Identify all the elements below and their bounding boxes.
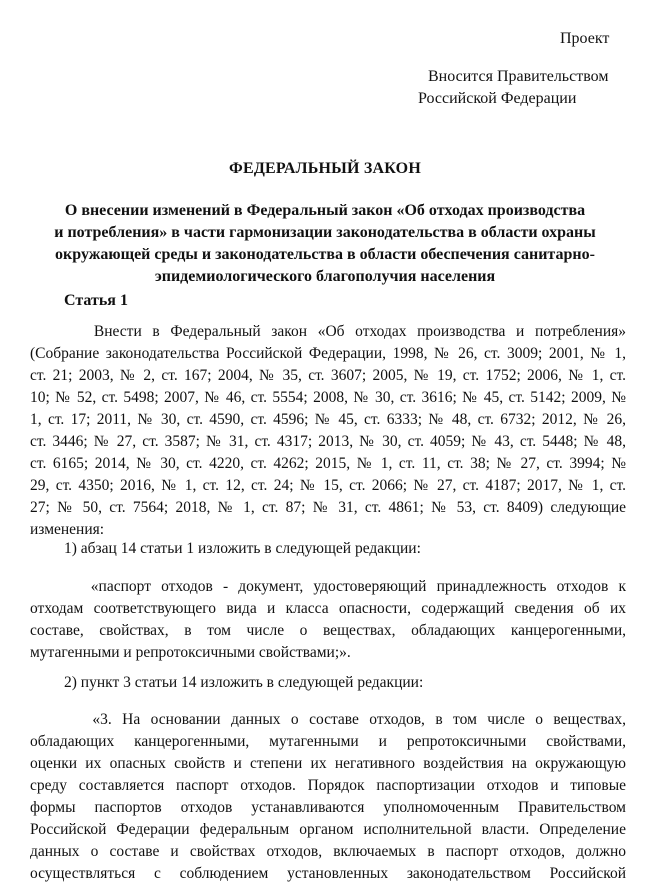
quoted-definition-paragraph	[30, 576, 626, 664]
paragraph-line: отходам соответствующего вида и класса опасности, содержащий сведения об их	[30, 600, 626, 617]
intro-paragraph	[30, 321, 626, 541]
paragraph-line: Внести в Федеральный закон «Об отходах производства и потребления»	[30, 323, 626, 340]
document-title	[34, 200, 616, 288]
paragraph-line: «3. На основании данных о составе отходов, в том числе о веществах,	[30, 711, 626, 728]
document-type-heading: ФЕДЕРАЛЬНЫЙ ЗАКОН	[229, 160, 421, 177]
paragraph-line: 10; № 52, ст. 5498; 2007, № 46, ст. 5554; 2008, № 30, ст. 3616; № 45, ст. 5142; 2009, №	[30, 389, 626, 406]
paragraph-line: (Собрание законодательства Российской Федерации, 1998, № 26, ст. 3009; 2001, № 1,	[30, 345, 626, 362]
amendment-item-1: 1) абзац 14 статьи 1 изложить в следующей редакции:	[64, 540, 421, 557]
paragraph-line: ст. 21; 2003, № 2, ст. 167; 2004, № 35, ст. 3607; 2005, № 19, ст. 1752; 2006, № 1, ст.	[30, 367, 626, 384]
paragraph-line: обладающих канцерогенными, мутагенными и репротоксичными свойствами,	[30, 733, 626, 750]
submitted-by-line-1: Вносится Правительством	[428, 68, 609, 85]
paragraph-line: 1, ст. 17; 2011, № 30, ст. 4590, ст. 4596; № 45, ст. 6333; № 48, ст. 6732; 2012, № 26,	[30, 411, 626, 428]
paragraph-line: среду составляется паспорт отходов. Порядок паспортизации отходов и типовые	[30, 777, 626, 794]
paragraph-line: ст. 3446; № 27, ст. 3587; № 31, ст. 4317; 2013, № 30, ст. 4059; № 43, ст. 5448; № 48,	[30, 433, 626, 450]
paragraph-line: мутагенными и репротоксичными свойствами;».	[30, 644, 351, 661]
paragraph-line: оценки их опасных свойств и степени их негативного воздействия на окружающую	[30, 755, 626, 772]
title-line: эпидемиологического благополучия населения	[154, 268, 496, 285]
paragraph-line: данных о составе и свойствах отходов, включаемых в паспорт отходов, должно	[30, 843, 626, 860]
title-line: окружающей среды и законодательства в области обеспечения санитарно-	[55, 246, 595, 263]
paragraph-line: 29, ст. 4350; 2016, № 1, ст. 12, ст. 24; № 15, ст. 2066; № 27, ст. 4187; 2017, № 1, ст.	[30, 477, 626, 494]
paragraph-line: формы паспортов отходов устанавливаются уполномоченным Правительством	[30, 799, 626, 816]
paragraph-line: «паспорт отходов - документ, удостоверяющий принадлежность отходов к	[30, 578, 626, 595]
project-label: Проект	[560, 30, 610, 47]
paragraph-line: осуществляться с соблюдением установленных законодательством Российской	[30, 865, 626, 882]
quoted-clause-paragraph	[30, 709, 626, 885]
submitted-by	[418, 66, 608, 110]
amendment-item-2: 2) пункт 3 статьи 14 изложить в следующей редакции:	[64, 674, 424, 691]
paragraph-line: изменения:	[30, 521, 105, 538]
submitted-by-line-2: Российской Федерации	[418, 90, 577, 107]
paragraph-line: 27; № 50, ст. 7564; 2018, № 1, ст. 87; № 31, ст. 4861; № 53, ст. 8409) следующие	[30, 499, 626, 516]
title-line: О внесении изменений в Федеральный закон «Об отходах производства	[64, 202, 586, 219]
paragraph-line: составе, свойствах, в том числе о веществах, обладающих канцерогенными,	[30, 622, 626, 639]
paragraph-line: Российской Федерации федеральным органом исполнительной власти. Определение	[30, 821, 626, 838]
paragraph-line: ст. 6165; 2014, № 30, ст. 4220, ст. 4262; 2015, № 1, ст. 11, ст. 38; № 27, ст. 3994; №	[30, 455, 626, 472]
title-line: и потребления» в части гармонизации законодательства в области охраны	[54, 224, 596, 241]
article-heading: Статья 1	[64, 292, 128, 309]
